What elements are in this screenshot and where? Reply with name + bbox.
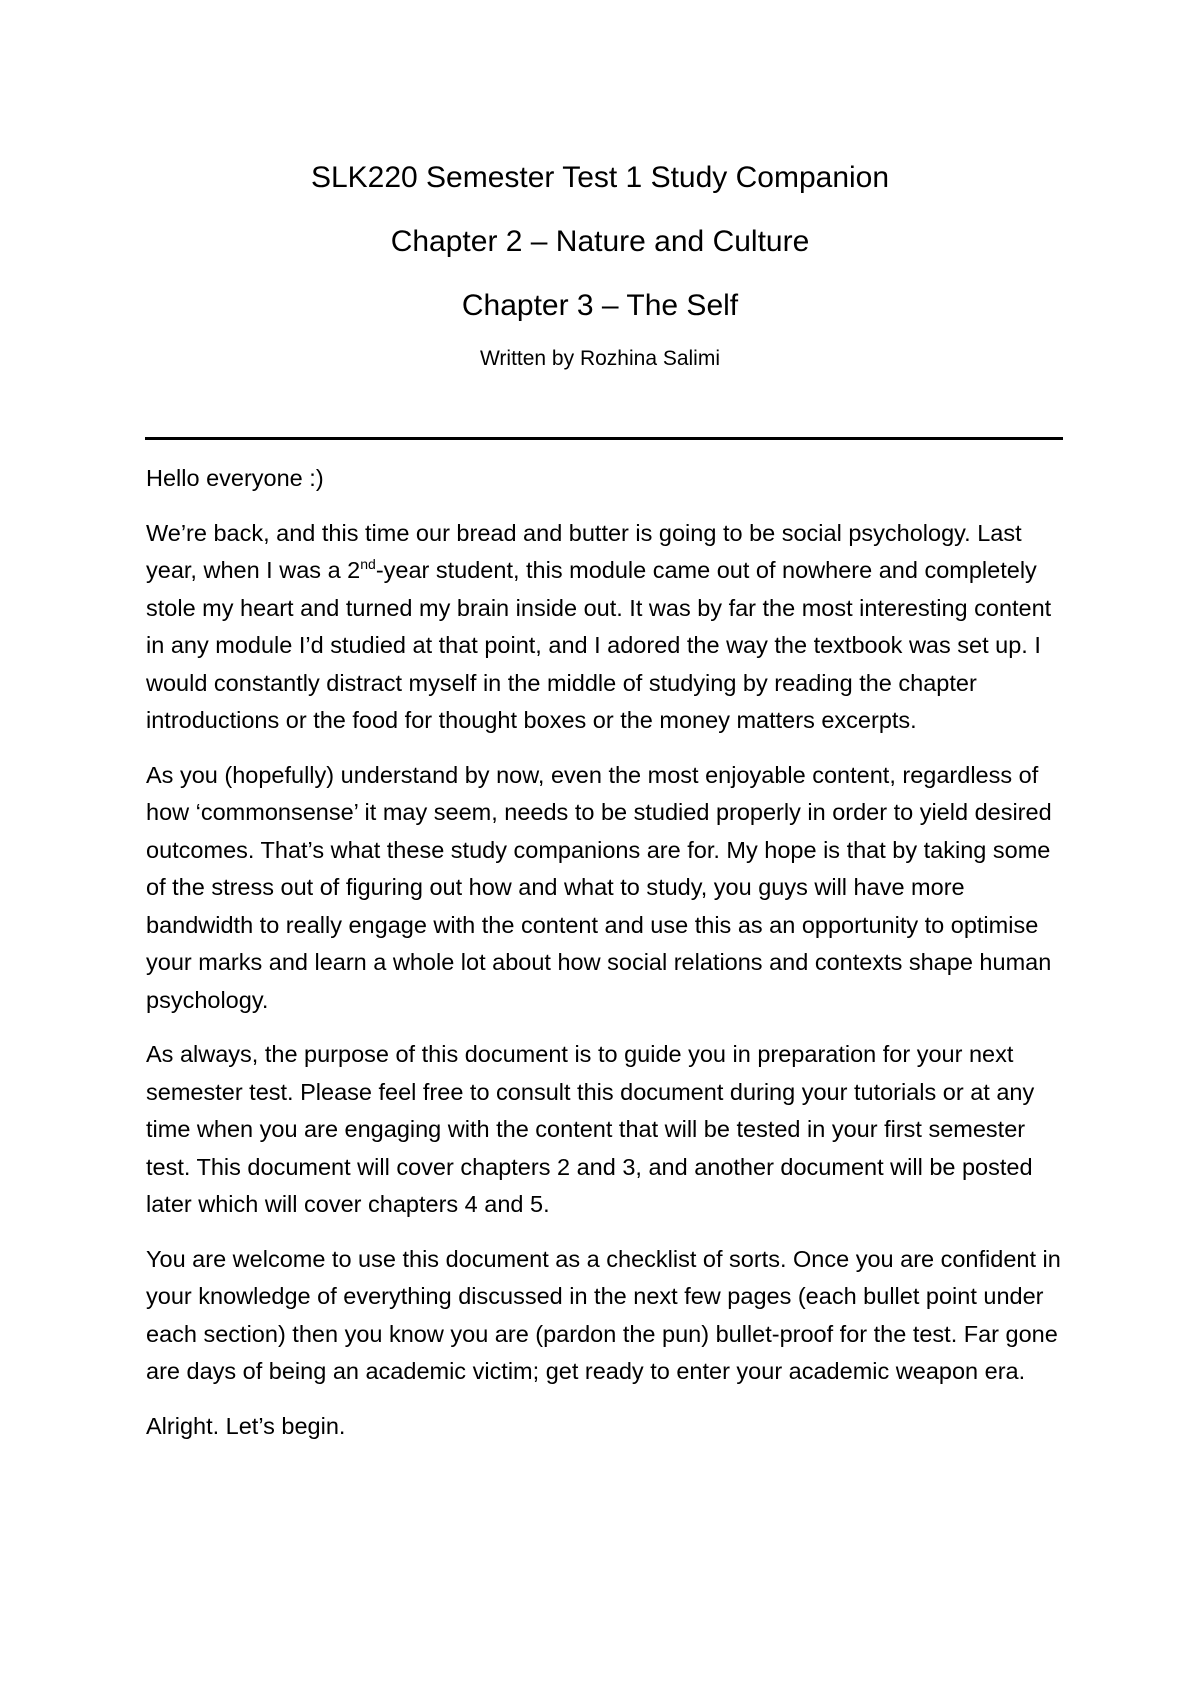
- horizontal-divider: [145, 437, 1063, 440]
- intro-paragraph: [146, 515, 1066, 740]
- body-text: [146, 460, 1066, 1462]
- scope-paragraph: As always, the purpose of this document is to guide you in preparation for your next semester test. Please feel free to consult this document during your tutorials or at any time when you are engaging with the content that will be tested in your first semester test. This document will cover chapters 2 and 3, and another document will be posted later which will cover chapters 4 and 5.: [146, 1041, 1035, 1217]
- intro-text-end: -year student, this module came out of nowhere and completely stole my heart and turned my brain inside out. It was by far the most interesting content in any module I’d studied at that point, and I adored the way the textbook was set up. I would constantly distract myself in the middle of studying by reading the chapter introductions or the food for thought boxes or the money matters excerpts.: [146, 557, 1052, 733]
- ordinal-superscript: nd: [360, 556, 376, 573]
- chapter-2-heading: Chapter 2 – Nature and Culture: [390, 225, 810, 258]
- closing-paragraph: Alright. Let’s begin.: [146, 1412, 346, 1439]
- greeting-paragraph: Hello everyone :): [146, 465, 324, 491]
- chapter-3-heading: Chapter 3 – The Self: [461, 289, 739, 322]
- title-block: [0, 146, 1200, 374]
- intro-text-start: We’re back, and this time our bread and butter is going to be social psychology. Last year, when I was a 2: [146, 519, 1022, 583]
- purpose-paragraph: As you (hopefully) understand by now, even the most enjoyable content, regardless of how ‘commonsense’ it may seem, needs to be studied properly in order to yield desired outcomes. That’s what these study companions are for. My hope is that by taking some of the stress out of figuring out how and what to study, you guys will have more bandwidth to really engage with the content and use this as an opportunity to optimise your marks and learn a whole lot about how social relations and contexts shape human psychology.: [146, 761, 1052, 1013]
- document-title: SLK220 Semester Test 1 Study Companion: [310, 161, 890, 194]
- checklist-paragraph: You are welcome to use this document as a checklist of sorts. Once you are confident in your knowledge of everything discussed in the next few pages (each bullet point under each section) then you know you are (pardon the pun) bullet-proof for the test. Far gone are days of being an academic victim; get ready to enter your academic weapon era.: [146, 1245, 1061, 1384]
- author-line: Written by Rozhina Salimi: [479, 347, 721, 370]
